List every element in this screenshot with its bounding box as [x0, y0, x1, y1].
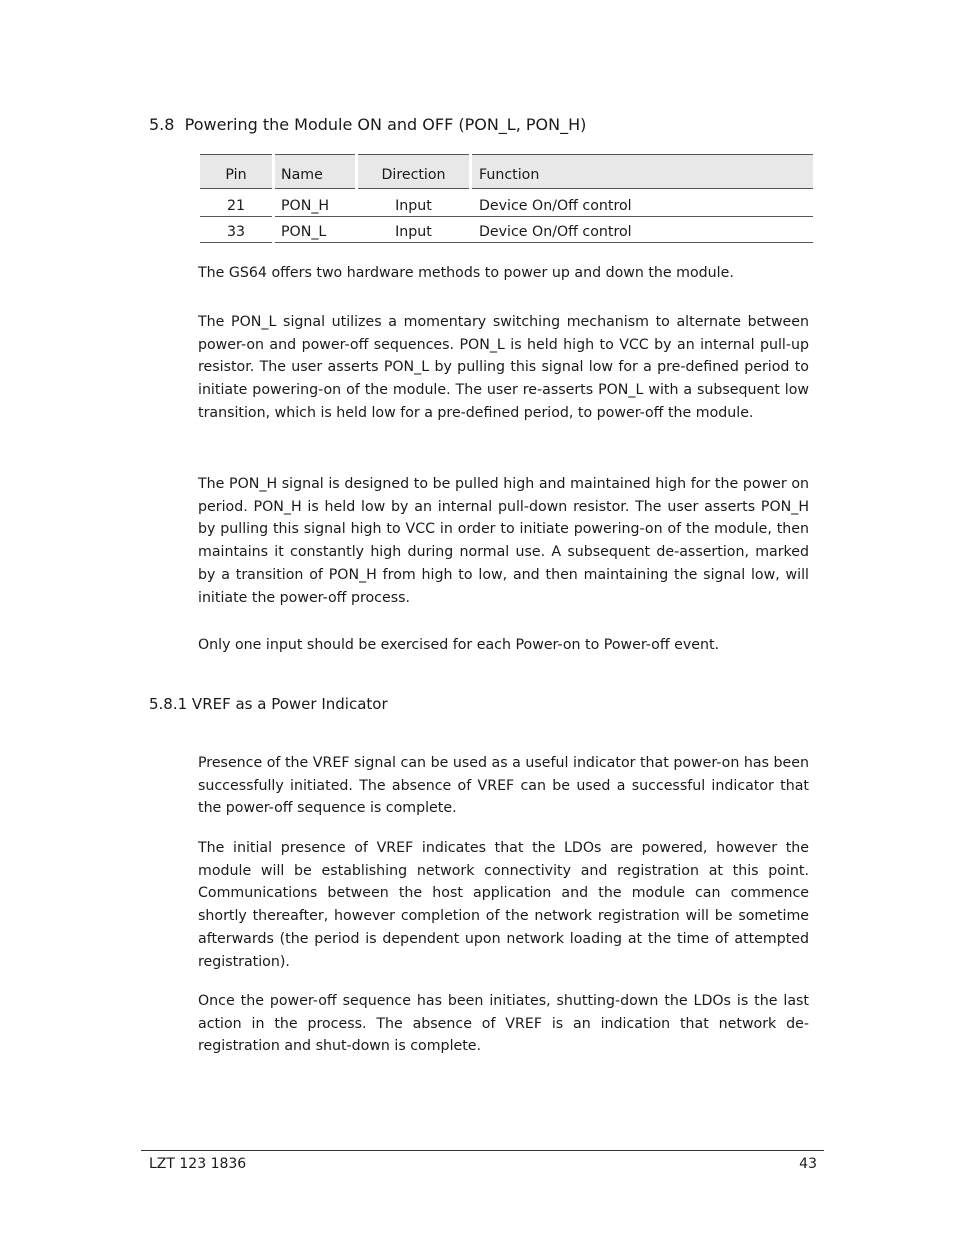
- cell-pin: 33: [226, 224, 246, 240]
- paragraph-vref-absence: Once the power-off sequence has been initiates, shutting-down the LDOs is the last action in the process. The absence of VREF is an indication that network de-registration and shut-down is complete.: [198, 993, 809, 1055]
- row-gap: [272, 217, 275, 243]
- paragraph-vref-presence: Presence of the VREF signal can be used as a useful indicator that power-on has been successfully initiated. The absence of VREF can be used a successful indicator that the power-off sequence is complete.: [198, 755, 809, 817]
- header-name: Name: [275, 154, 355, 189]
- section-heading: 5.8 Powering the Module ON and OFF (PON_L, PON_H): [149, 115, 587, 134]
- subsection-heading: 5.8.1 VREF as a Power Indicator: [149, 695, 388, 713]
- footer-page-number: 43: [799, 1156, 817, 1172]
- cell-name: PON_H: [281, 198, 330, 214]
- paragraph-pon-l: The PON_L signal utilizes a momentary switching mechanism to alternate between power-on and power-off sequences. PON_L is held high to VCC by an internal pull-up resistor. The user asserts PON_L by pulling this signal low for a pre-defined period to initiate powering-on of the module. The user re-asserts PON_L with a subsequent low transition, which is held low for a pre-defined period, to power-off the module.: [198, 314, 809, 421]
- header-function: Function: [472, 154, 813, 189]
- cell-function: Device On/Off control: [479, 224, 632, 240]
- table-header-row: [200, 154, 813, 190]
- paragraph-vref-initial: The initial presence of VREF indicates that the LDOs are powered, however the module will be establishing network connectivity and registration at this point. Communications between the host application and the module can commence shortly thereafter, however completion of the network registration will be sometime afterwards (the period is dependent upon network loading at the time of attempted registration).: [198, 840, 809, 970]
- paragraph-one-input: Only one input should be exercised for each Power-on to Power-off event.: [198, 637, 720, 653]
- cell-direction: Input: [395, 198, 432, 214]
- cell-function: Device On/Off control: [479, 198, 632, 214]
- table-row: [200, 217, 813, 243]
- header-pin: Pin: [200, 154, 272, 189]
- header-direction: Direction: [358, 154, 469, 189]
- table-row: [200, 191, 813, 217]
- paragraph-intro: The GS64 offers two hardware methods to power up and down the module.: [198, 265, 734, 281]
- cell-pin: 21: [226, 198, 246, 214]
- footer-divider: [141, 1150, 824, 1151]
- footer-doc-number: LZT 123 1836: [149, 1156, 247, 1172]
- row-gap: [272, 191, 275, 217]
- cell-direction: Input: [395, 224, 432, 240]
- cell-name: PON_L: [281, 224, 327, 240]
- paragraph-pon-h: The PON_H signal is designed to be pulled high and maintained high for the power on period. PON_H is held low by an internal pull-down resistor. The user asserts PON_H by pulling this signal high to VCC in order to initiate powering-on of the module, then maintains it constantly high during normal use. A subsequent de-assertion, marked by a transition of PON_H from high to low, and then maintaining the signal low, will initiate the power-off process.: [198, 476, 809, 606]
